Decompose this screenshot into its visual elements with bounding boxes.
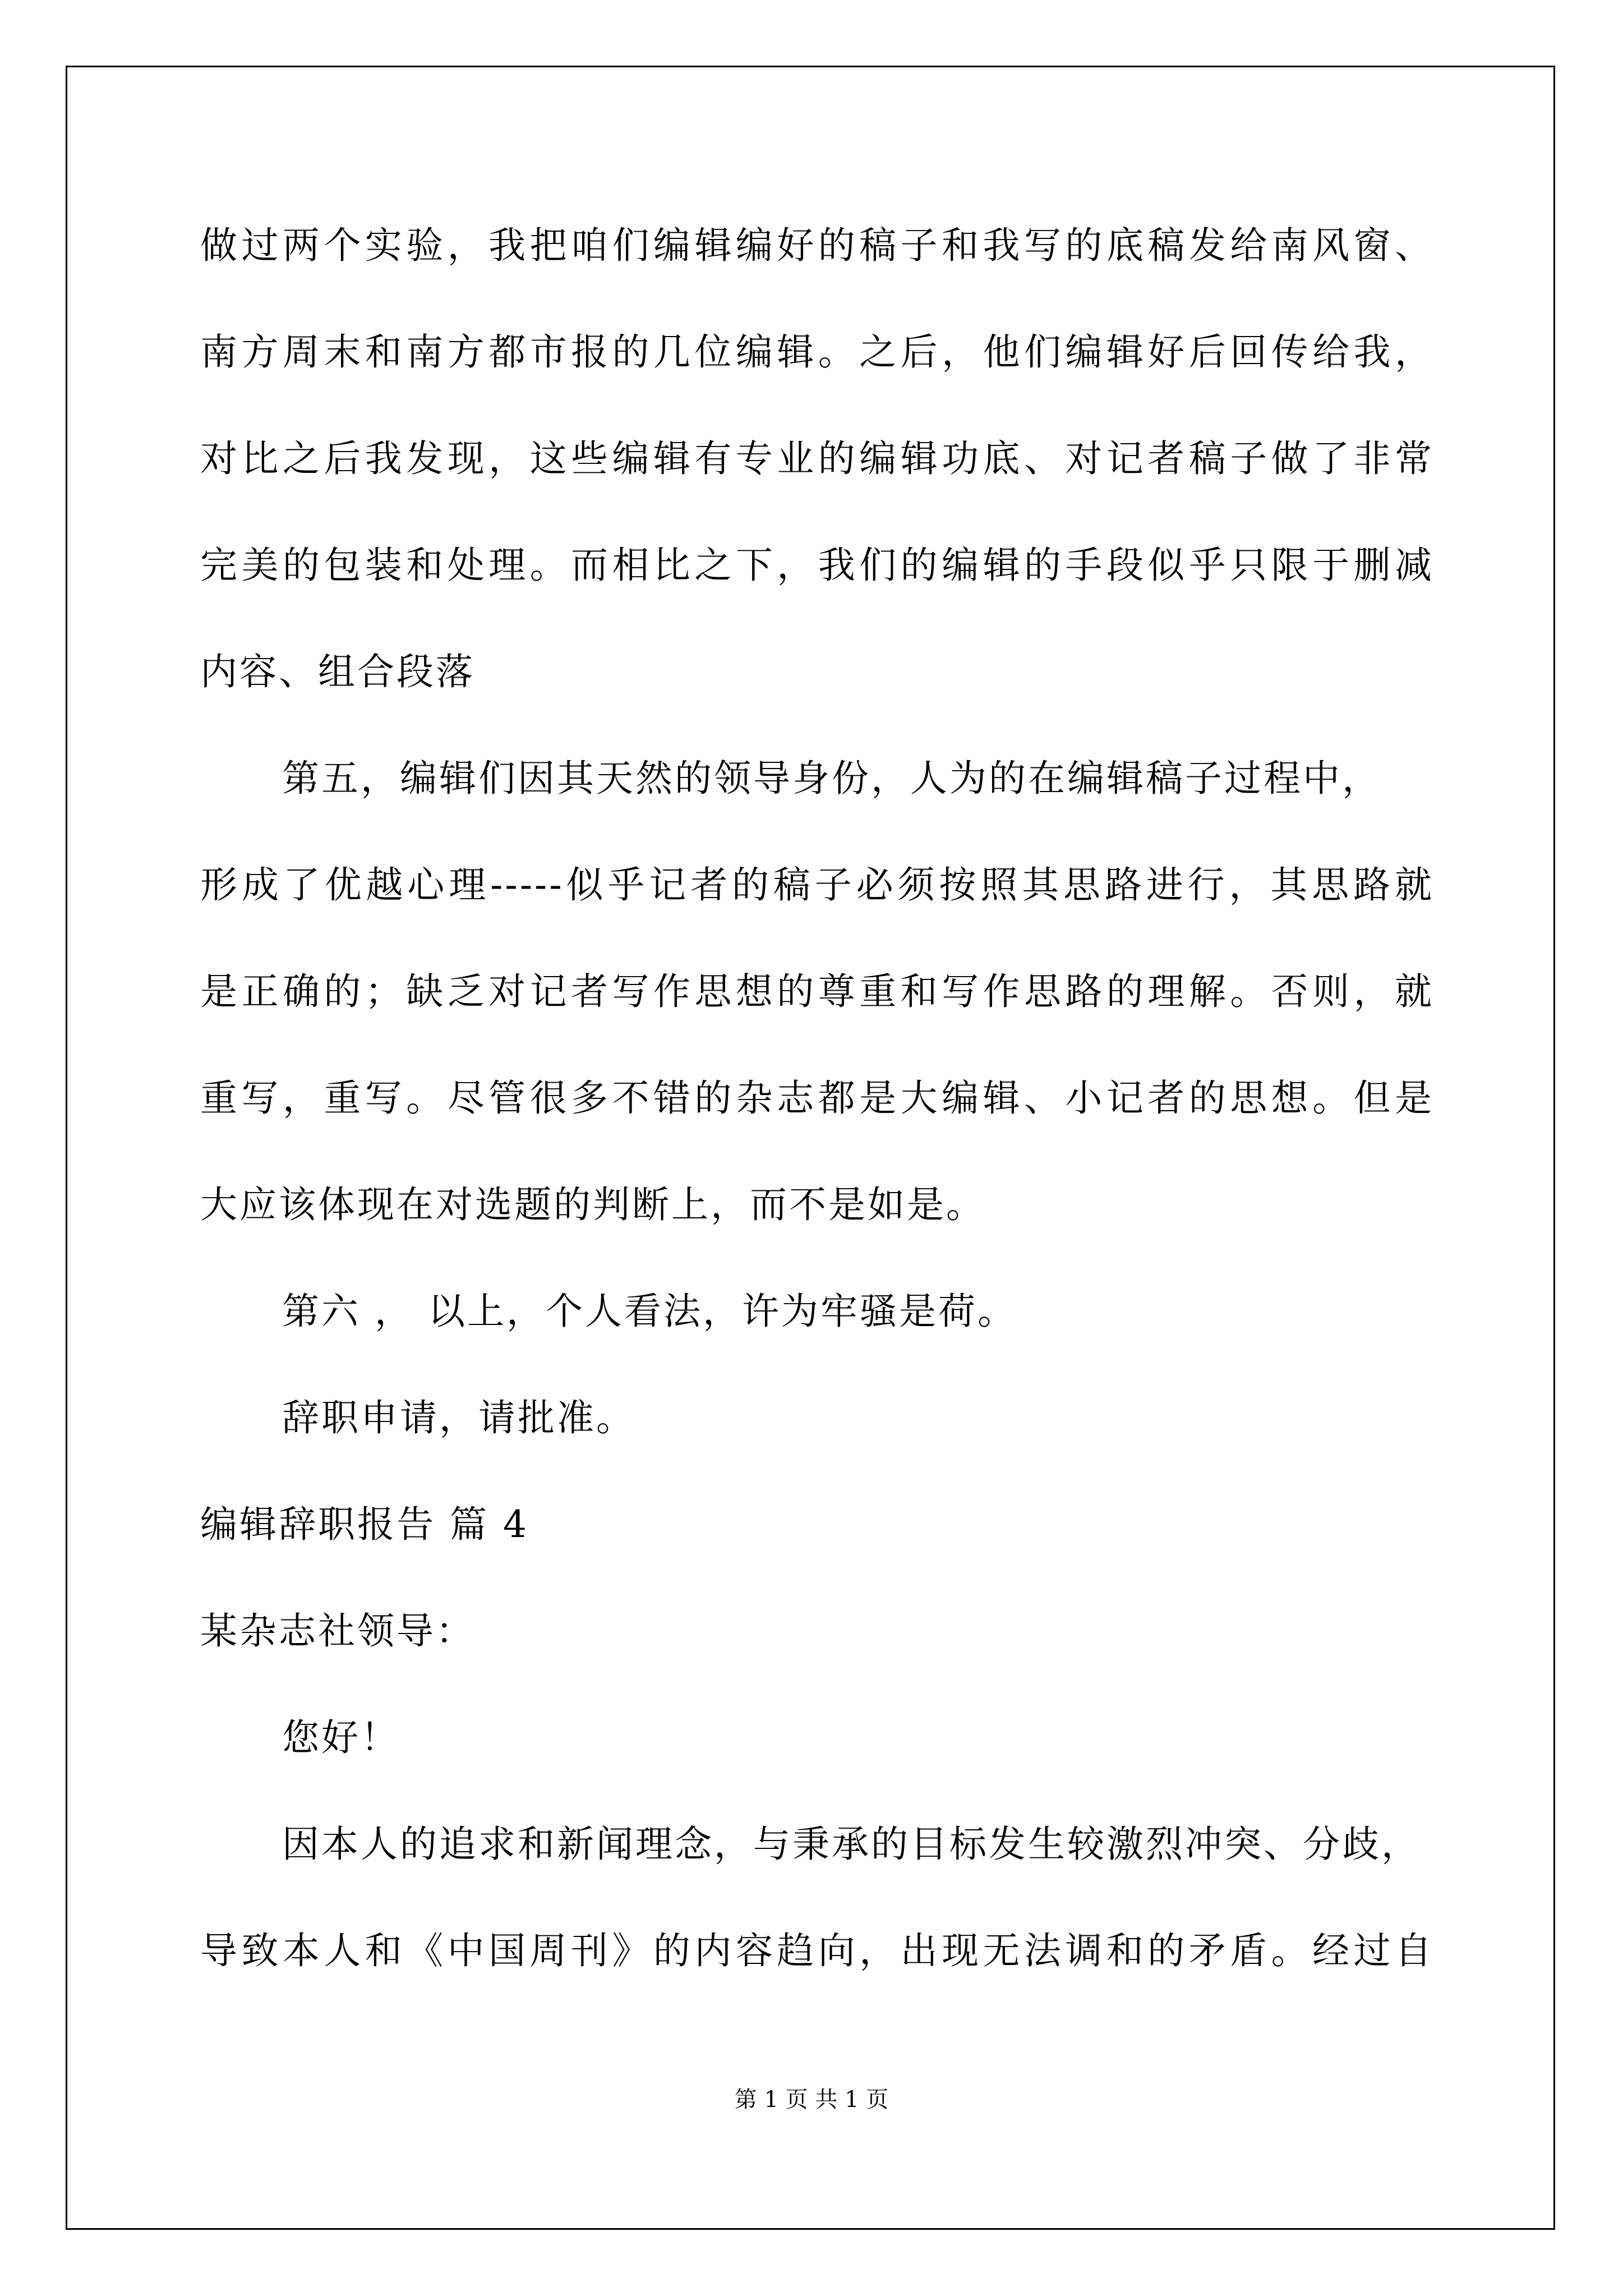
text-line: 完美的包装和处理。而相比之下，我们的编辑的手段似乎只限于删减 <box>200 544 1434 587</box>
text-line: 导致本人和《中国周刊》的内容趋向，出现无法调和的矛盾。经过自 <box>200 1929 1434 1972</box>
greeting: 您好！ <box>282 1716 400 1759</box>
text-line: 形成了优越心理-----似乎记者的稿子必须按照其思路进行，其思路就 <box>200 863 1434 907</box>
text-line: 辞职申请，请批准。 <box>282 1396 635 1439</box>
section-heading: 编辑辞职报告 篇 4 <box>200 1503 529 1546</box>
page-border <box>66 66 1555 2230</box>
text-line: 重写，重写。尽管很多不错的杂志都是大编辑、小记者的思想。但是 <box>200 1076 1434 1120</box>
text-line: 第六 ， 以上，个人看法，许为牢骚是荷。 <box>282 1290 1017 1333</box>
text-line: 对比之后我发现，这些编辑有专业的编辑功底、对记者稿子做了非常 <box>200 437 1434 480</box>
salutation: 某杂志社领导： <box>200 1609 475 1653</box>
text-line: 大应该体现在对选题的判断上，而不是如是。 <box>200 1183 985 1226</box>
text-line: 是正确的；缺乏对记者写作思想的尊重和写作思路的理解。否则，就 <box>200 970 1434 1013</box>
page-number: 第 1 页 共 1 页 <box>734 2087 889 2113</box>
text-line: 因本人的追求和新闻理念，与秉承的目标发生较激烈冲突、分歧， <box>282 1823 1421 1866</box>
text-line: 第五，编辑们因其天然的领导身份，人为的在编辑稿子过程中， <box>282 757 1381 800</box>
text-line: 内容、组合段落 <box>200 650 475 693</box>
text-line: 做过两个实验，我把咱们编辑编好的稿子和我写的底稿发给南风窗、 <box>200 224 1434 267</box>
text-line: 南方周末和南方都市报的几位编辑。之后，他们编辑好后回传给我， <box>200 330 1434 374</box>
